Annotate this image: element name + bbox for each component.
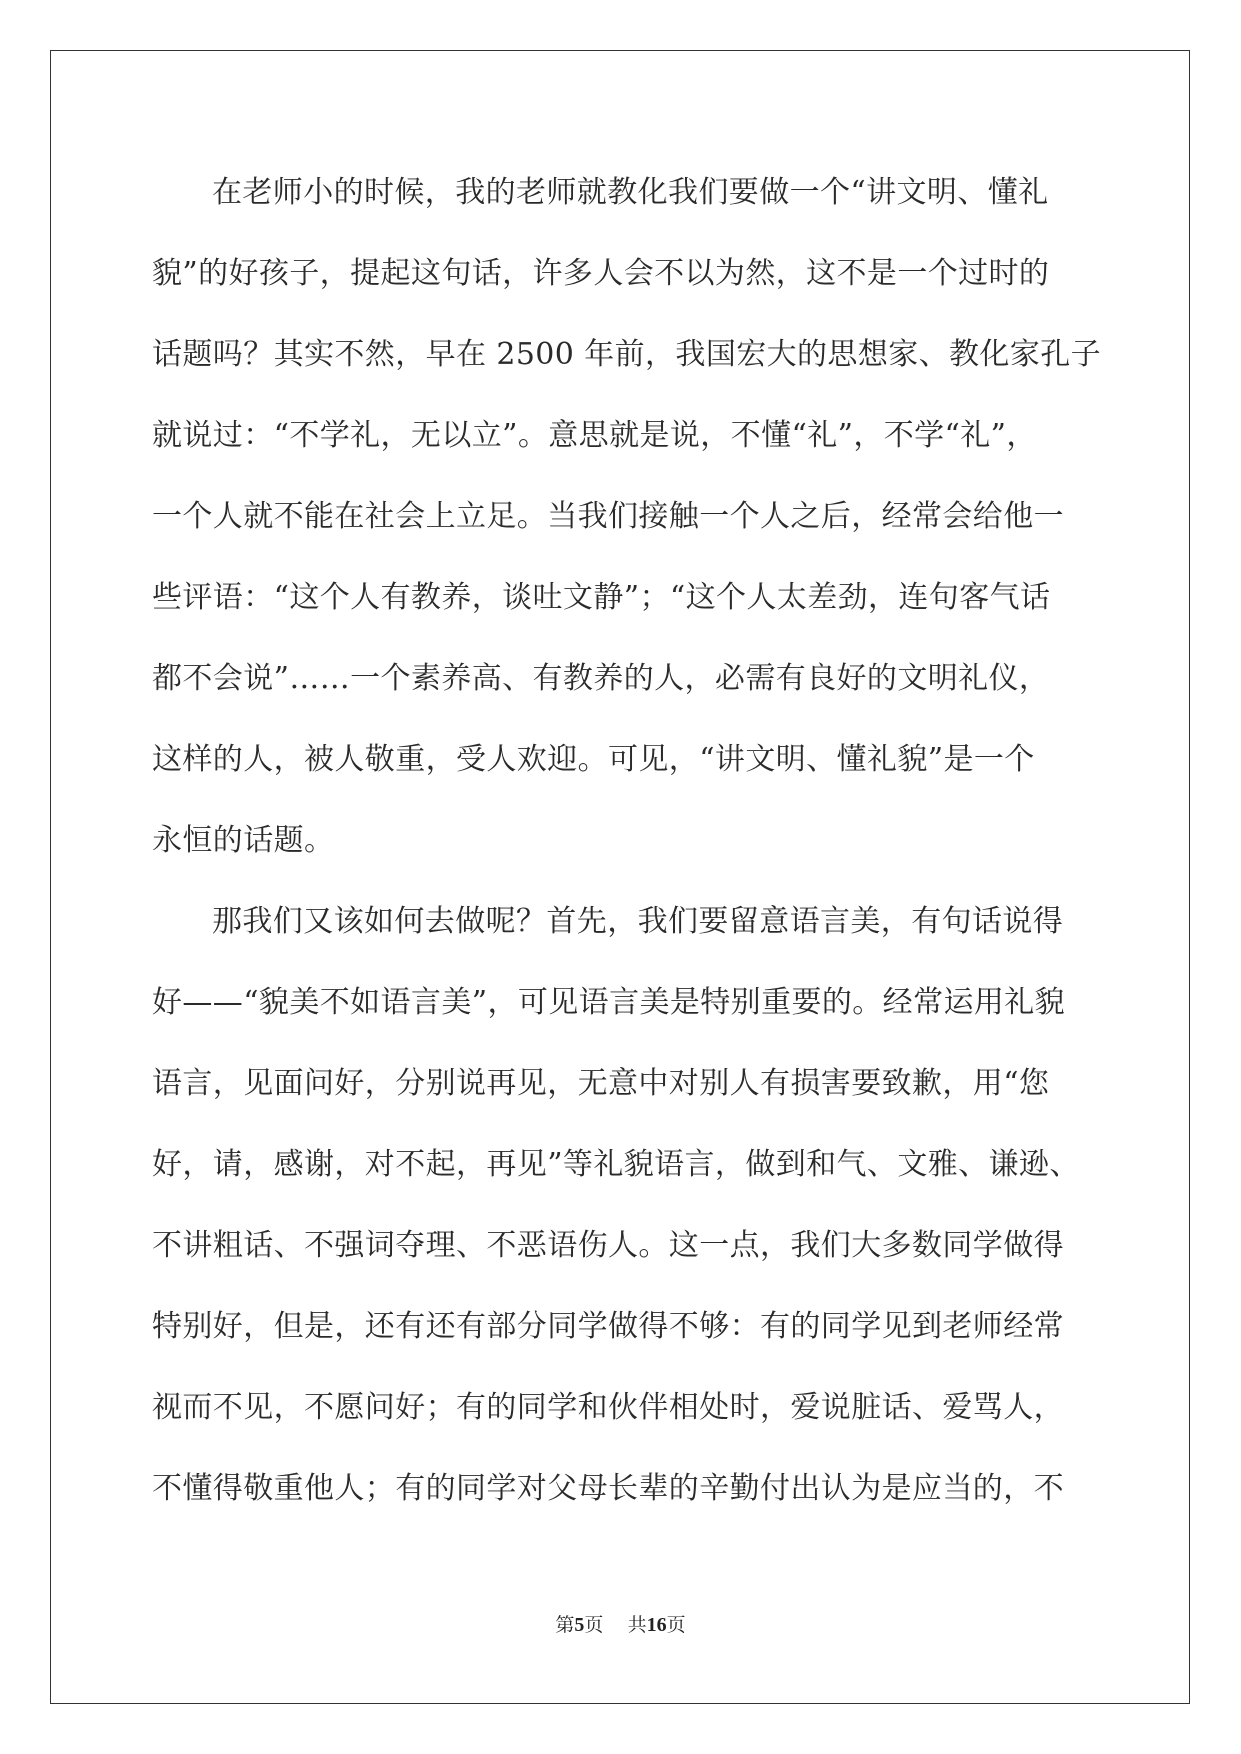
- total-pages-number: 16: [646, 1614, 667, 1636]
- text-line: 这样的人，被人敬重，受人欢迎。可见，“讲文明、懂礼貌”是一个: [152, 742, 1035, 777]
- footer-suffix: 页: [666, 1614, 686, 1636]
- text-line: 好——“貌美不如语言美”，可见语言美是特别重要的。经常运用礼貌: [152, 985, 1066, 1020]
- text-line: 一个人就不能在社会上立足。当我们接触一个人之后，经常会给他一: [152, 499, 1064, 534]
- text-line: 在老师小的时候，我的老师就教化我们要做一个“讲文明、懂礼: [212, 175, 1049, 210]
- text-line: 些评语：“这个人有教养，谈吐文静”；“这个人太差劲，连句客气话: [152, 580, 1051, 615]
- paragraph-2: [152, 881, 1092, 1529]
- text-line: 那我们又该如何去做呢？首先，我们要留意语言美，有句话说得: [212, 904, 1064, 939]
- document-body: [152, 152, 1102, 1529]
- paragraph-1: [152, 152, 1102, 881]
- footer-prefix: 第: [555, 1614, 575, 1636]
- page-footer: [0, 1610, 1241, 1637]
- text-line: 不懂得敬重他人；有的同学对父母长辈的辛勤付出认为是应当的，不: [152, 1471, 1064, 1506]
- current-page-number: 5: [574, 1614, 585, 1636]
- text-line: 貌”的好孩子，提起这句话，许多人会不以为然，这不是一个过时的: [152, 256, 1050, 291]
- text-line: 永恒的话题。: [152, 823, 335, 858]
- text-line: 都不会说”……一个素养高、有教养的人，必需有良好的文明礼仪，: [152, 661, 1050, 696]
- text-line: 好，请，感谢，对不起，再见”等礼貌语言，做到和气、文雅、谦逊、: [152, 1147, 1080, 1182]
- text-line: 话题吗？其实不然，早在 2500 年前，我国宏大的思想家、教化家孔子: [152, 337, 1102, 372]
- text-line: 视而不见，不愿问好；有的同学和伙伴相处时，爱说脏话、爱骂人，: [152, 1390, 1064, 1425]
- footer-middle: 页 共: [584, 1614, 647, 1636]
- text-line: 不讲粗话、不强词夺理、不恶语伤人。这一点，我们大多数同学做得: [152, 1228, 1064, 1263]
- text-line: 语言，见面问好，分别说再见，无意中对别人有损害要致歉，用“您: [152, 1066, 1050, 1101]
- text-line: 特别好，但是，还有还有部分同学做得不够：有的同学见到老师经常: [152, 1309, 1064, 1344]
- text-line: 就说过：“不学礼，无以立”。意思就是说，不懂“礼”，不学“礼”，: [152, 418, 1037, 453]
